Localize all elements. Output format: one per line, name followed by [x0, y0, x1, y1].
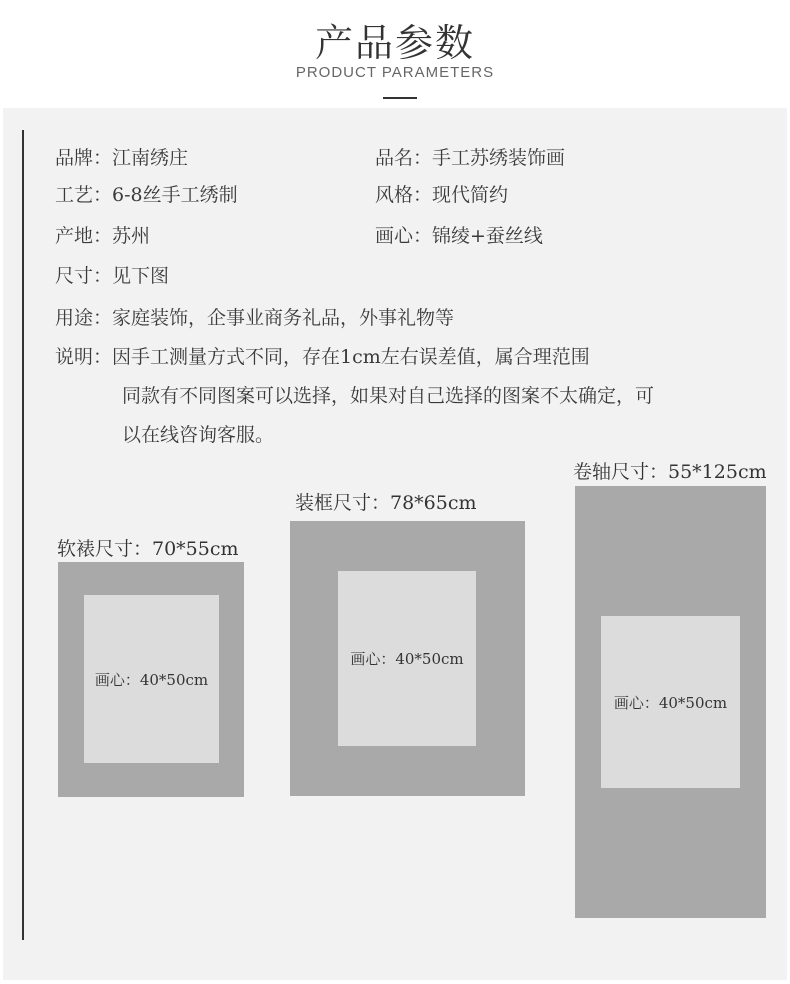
soft-mount-outer-diagram	[58, 562, 244, 797]
param-size: 尺寸：见下图	[55, 265, 170, 287]
scroll-core-label: 画心：40*50cm	[613, 693, 728, 712]
scroll-size-label: 卷轴尺寸：55*125cm	[573, 461, 767, 483]
scroll-outer-diagram	[575, 486, 766, 918]
framed-outer-diagram	[290, 521, 525, 796]
param-origin: 产地：苏州	[55, 225, 151, 247]
param-product-name: 品名：手工苏绣装饰画	[375, 147, 566, 169]
soft-mount-core-area	[84, 595, 219, 763]
param-style: 风格：现代简约	[375, 184, 509, 206]
page-title: 产品参数	[314, 21, 475, 65]
framed-core-label: 画心：40*50cm	[350, 650, 464, 668]
soft-mount-size-label: 软裱尺寸：70*55cm	[57, 538, 239, 560]
param-brand: 品牌：江南绣庄	[55, 147, 189, 169]
scroll-core-area	[601, 616, 740, 788]
param-note-line-3: 以在线咨询客服。	[122, 424, 275, 446]
param-usage: 用途：家庭装饰，企事业商务礼品，外事礼物等	[55, 307, 455, 329]
title-divider	[383, 97, 417, 99]
framed-size-label: 装框尺寸：78*65cm	[295, 492, 477, 514]
accent-vertical-line	[22, 130, 24, 940]
param-note-line-1: 说明：因手工测量方式不同，存在1cm左右误差值，属合理范围	[55, 346, 590, 368]
page-subtitle: PRODUCT PARAMETERS	[295, 64, 495, 81]
param-note-line-2: 同款有不同图案可以选择，如果对自己选择的图案不太确定，可	[122, 385, 655, 407]
param-craft: 工艺：6-8丝手工绣制	[55, 184, 238, 206]
soft-mount-core-label: 画心：40*50cm	[94, 670, 209, 689]
framed-core-area	[338, 571, 476, 746]
param-core-material: 画心：锦绫+蚕丝线	[375, 225, 543, 247]
